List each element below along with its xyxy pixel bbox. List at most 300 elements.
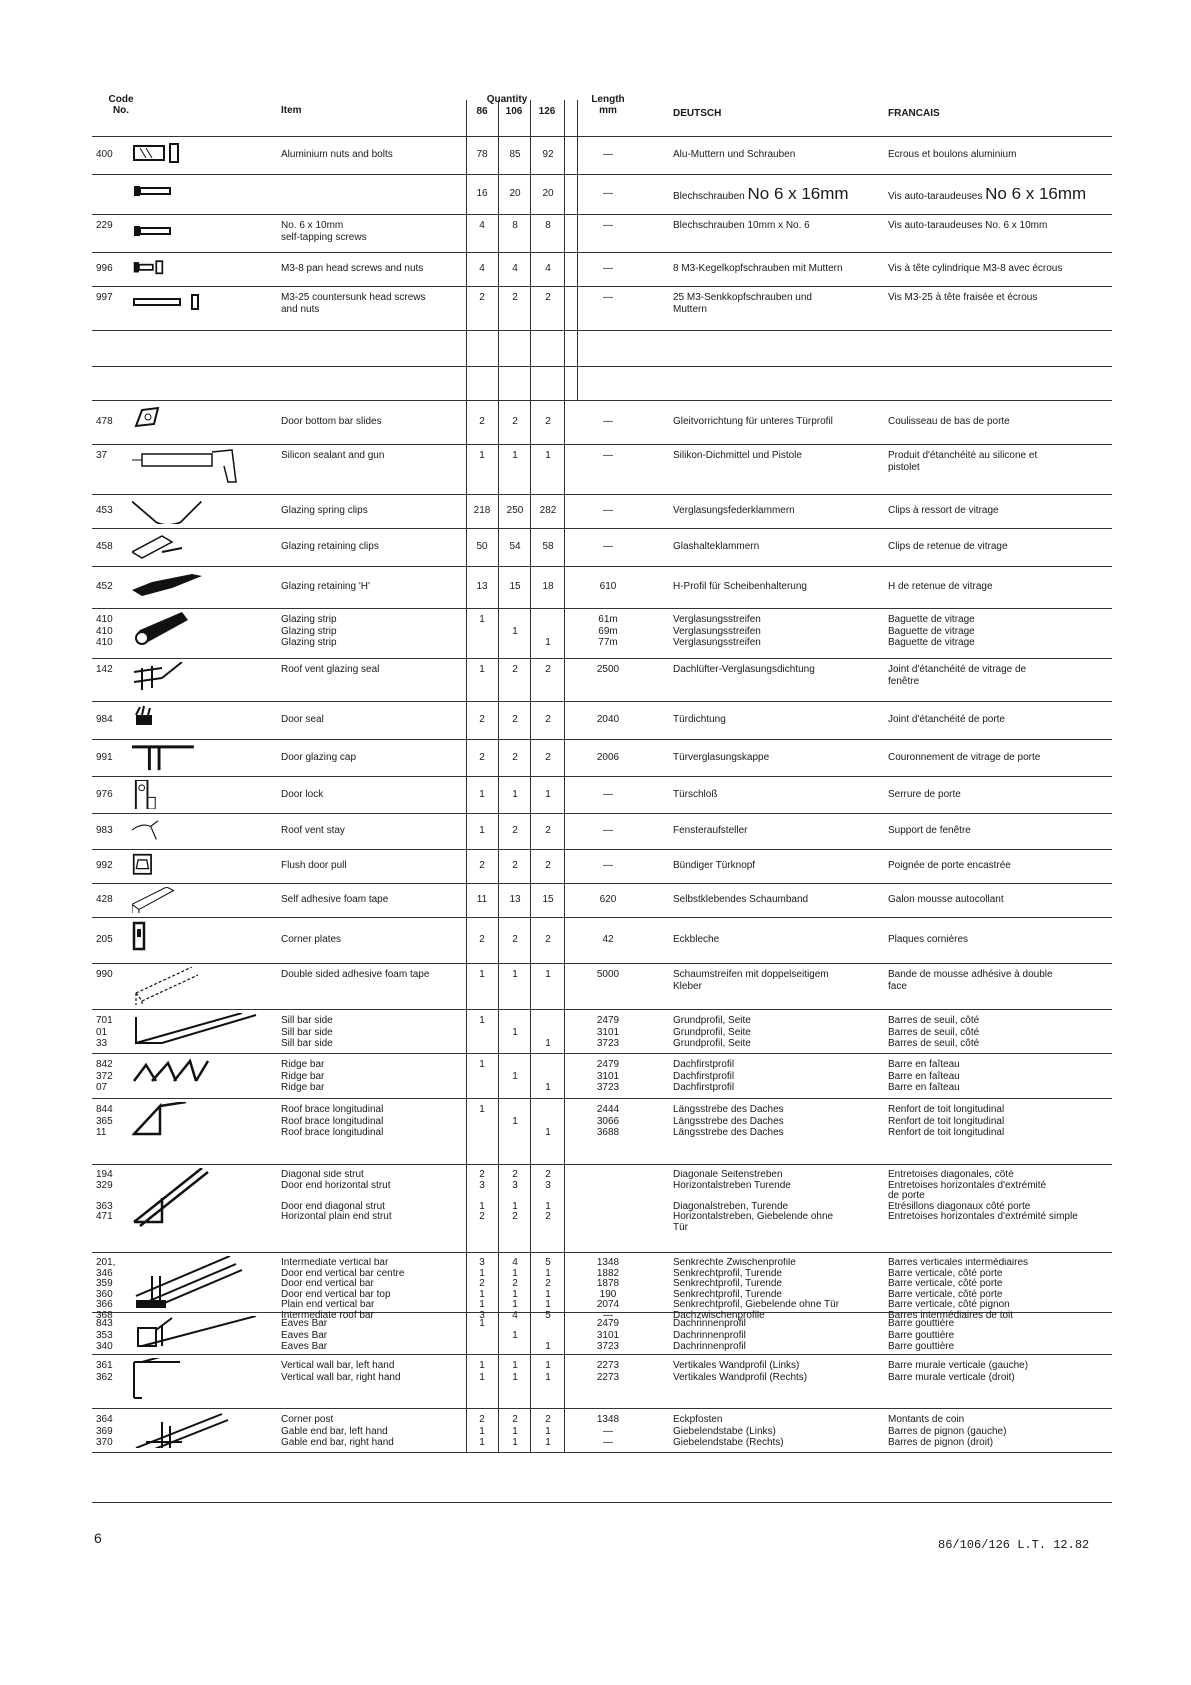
- code-number: 701 01 33: [96, 1015, 113, 1049]
- french-description: [888, 1414, 1114, 1449]
- french-description: [888, 860, 1114, 872]
- code-number: 229: [96, 220, 113, 231]
- quantity-86: 2 3 1 2: [479, 1170, 485, 1222]
- item-description: Self adhesive foam tape: [281, 894, 389, 905]
- glazing-strip-icon: [132, 612, 272, 654]
- french-description: [888, 541, 1114, 553]
- french-text: Montants de coin Barres de pignon (gauche) Barres de pignon (droit): [888, 1414, 1007, 1448]
- code-number: 458: [96, 541, 113, 552]
- quantity-126: 2: [545, 416, 551, 427]
- french-description: [888, 825, 1114, 837]
- french-text: Renfort de toit longitudinal Renfort de toit longitudinal Renfort de toit longitudinal: [888, 1104, 1005, 1138]
- code-number: 361 362: [96, 1360, 113, 1383]
- german-description: [673, 789, 885, 801]
- code-number: 992: [96, 860, 113, 871]
- nut-bolt-icon: [132, 140, 272, 170]
- quantity-126: 2: [545, 860, 551, 871]
- french-text: Produit d'étanchéité au silicone et pistolet: [888, 450, 1038, 473]
- quantity-126: 15: [542, 894, 554, 905]
- quantity-86: 1: [479, 1104, 485, 1115]
- french-description: [888, 934, 1114, 946]
- quantity-126: 1: [545, 450, 551, 461]
- quantity-106: 1: [512, 450, 518, 461]
- wall-bar-icon: [132, 1358, 272, 1404]
- length-mm: —: [603, 220, 613, 231]
- german-description: [673, 1015, 885, 1050]
- german-text: H-Profil für Scheibenhalterung: [673, 581, 807, 592]
- german-description: [673, 1414, 885, 1449]
- length-mm: 42: [602, 934, 614, 945]
- french-text: Barres de seuil, côté Barres de seuil, côté Barres de seuil, côté: [888, 1015, 980, 1049]
- code-number: 843 353 340: [96, 1318, 113, 1352]
- row-rule: [92, 963, 1112, 964]
- german-description: [673, 505, 885, 517]
- length-mm: —: [603, 450, 613, 461]
- quantity-106: 2: [512, 825, 518, 836]
- code-number: 410 410 410: [96, 614, 113, 648]
- french-text: Joint d'étanchéité de vitrage de fenêtre: [888, 664, 1027, 687]
- quantity-106: 85: [509, 149, 521, 160]
- length-mm: 2500: [596, 664, 620, 675]
- french-text: Barre en faîteau Barre en faîteau Barre en faîteau: [888, 1059, 960, 1093]
- german-text: Grundprofil, Seite Grundprofil, Seite Grundprofil, Seite: [673, 1015, 751, 1049]
- german-text: Diagonale Seitenstreben Horizontalstreben Turende Diagonalstreben, Turende Horizontalstreben, Giebelende ohne Tür: [673, 1170, 834, 1233]
- french-description: [888, 263, 1114, 275]
- glazing-cap-icon: [132, 743, 272, 772]
- french-description: [888, 450, 1114, 473]
- quantity-126: 2 1 1: [545, 1414, 551, 1448]
- french-description: [888, 894, 1114, 906]
- quantity-106: 2: [512, 934, 518, 945]
- length-mm: 2040: [596, 714, 620, 725]
- french-text: Bande de mousse adhésive à double face: [888, 969, 1053, 992]
- column-divider: [498, 100, 499, 1452]
- french-description: [888, 1104, 1114, 1139]
- german-text: Gleitvorrichtung für unteres Türprofil: [673, 416, 833, 427]
- french-description: [888, 752, 1114, 764]
- german-description: [673, 664, 885, 676]
- quantity-106: 1: [512, 625, 518, 637]
- roof-brace-icon: [132, 1102, 272, 1160]
- french-text: Joint d'étanchéité de porte: [888, 714, 1005, 725]
- quantity-126: 8: [545, 220, 551, 231]
- length-mm: —: [603, 188, 613, 199]
- german-description: [673, 860, 885, 872]
- german-description: [673, 1170, 885, 1233]
- quantity-126: 5 1 2 1 1 5: [545, 1258, 551, 1321]
- length-mm: —: [603, 416, 613, 427]
- retaining-clip-icon: [132, 532, 272, 562]
- quantity-126: 1: [545, 1082, 551, 1093]
- length-mm: —: [603, 263, 613, 274]
- quantity-126: 18: [542, 581, 554, 592]
- german-description: [673, 934, 885, 946]
- quantity-126: 58: [542, 541, 554, 552]
- length-mm: 2444 3066 3688: [596, 1104, 620, 1138]
- french-text: Vis auto-taraudeuses No. 6 x 10mm: [888, 220, 1048, 231]
- item-description: Diagonal side strut Door end horizontal strut Door end diagonal strut Horizontal plain end strut: [281, 1170, 392, 1222]
- quantity-106: 1: [512, 1115, 518, 1127]
- french-size: No 6 x 16mm: [985, 188, 1087, 203]
- item-description: Door lock: [281, 789, 324, 800]
- length-mm: 2479 3101 3723: [596, 1059, 620, 1093]
- german-text: Dachfirstprofil Dachfirstprofil Dachfirstprofil: [673, 1059, 735, 1093]
- code-number: 452: [96, 581, 113, 592]
- row-rule: [92, 1252, 1112, 1253]
- item-description: Ridge bar Ridge bar Ridge bar: [281, 1059, 325, 1093]
- length-mm: —: [603, 860, 613, 871]
- code-number: 142: [96, 664, 113, 675]
- header-q86: 86: [476, 106, 488, 117]
- row-rule: [92, 739, 1112, 740]
- french-description: [888, 1360, 1114, 1383]
- row-rule: [92, 1098, 1112, 1099]
- quantity-86: 2 1 1: [479, 1414, 485, 1448]
- door-pull-icon: [132, 853, 272, 879]
- quantity-106: 4: [512, 263, 518, 274]
- row-rule: [92, 1164, 1112, 1165]
- code-number: 428: [96, 894, 113, 905]
- german-description: [673, 292, 885, 315]
- german-description: [673, 416, 885, 428]
- french-description: [888, 416, 1114, 428]
- quantity-86: 3 1 2 1 1 3: [479, 1258, 485, 1321]
- quantity-126: 4: [545, 263, 551, 274]
- quantity-126: 1: [545, 1127, 551, 1138]
- row-rule: [92, 330, 1112, 331]
- corner-post-icon: [132, 1412, 272, 1448]
- german-description: [673, 541, 885, 553]
- strut-icon: [132, 1168, 272, 1248]
- quantity-126: 1: [545, 1341, 551, 1352]
- quantity-126: 2 3 1 2: [545, 1170, 551, 1222]
- code-number: 997: [96, 292, 113, 303]
- german-text: Türdichtung: [673, 714, 726, 725]
- code-number: 844 365 11: [96, 1104, 113, 1138]
- german-text: Längsstrebe des Daches Längsstrebe des Daches Längsstrebe des Daches: [673, 1104, 784, 1138]
- german-description: [673, 894, 885, 906]
- quantity-106: 2: [512, 664, 518, 675]
- item-description: Glazing strip Glazing strip Glazing strip: [281, 614, 337, 648]
- french-text: Clips à ressort de vitrage: [888, 505, 999, 516]
- german-size: No 6 x 16mm: [747, 188, 849, 203]
- quantity-106: 2: [512, 714, 518, 725]
- quantity-86: 11: [476, 894, 488, 905]
- double-tape-icon: [132, 967, 272, 1005]
- header-quantity: Quantity: [486, 94, 528, 105]
- french-text: Vis auto-taraudeuses: [888, 191, 983, 202]
- german-text: Blechschrauben: [673, 191, 745, 202]
- row-rule: [92, 917, 1112, 918]
- quantity-106: 2 3 1 2: [512, 1170, 518, 1222]
- row-rule: [92, 1354, 1112, 1355]
- french-description: [888, 1258, 1114, 1321]
- length-mm: 1348 1882 1878 190 2074 —: [596, 1258, 620, 1321]
- item-description: Eaves Bar Eaves Bar Eaves Bar: [281, 1318, 328, 1352]
- length-mm: —: [603, 541, 613, 552]
- german-text: 8 M3-Kegelkopfschrauben mit Muttern: [673, 263, 843, 274]
- row-rule: [92, 174, 1112, 175]
- german-text: Dachlüfter-Verglasungsdichtung: [673, 664, 815, 675]
- page-number: 6: [94, 1530, 102, 1546]
- length-mm: 61m 69m 77m: [598, 614, 618, 648]
- code-number: 364 369 370: [96, 1414, 113, 1448]
- code-number: 990: [96, 969, 113, 980]
- screw-icon: [132, 218, 272, 248]
- pan-screw-icon: [132, 256, 272, 282]
- quantity-126: 2: [545, 714, 551, 725]
- quantity-126: 2: [545, 825, 551, 836]
- german-description: [673, 825, 885, 837]
- german-description: [673, 969, 885, 992]
- german-text: Dachrinnenprofil Dachrinnenprofil Dachrinnenprofil: [673, 1318, 746, 1352]
- quantity-126: 282: [539, 505, 557, 516]
- column-divider: [577, 100, 578, 400]
- quantity-126: 1: [545, 1038, 551, 1049]
- german-description: [673, 220, 885, 232]
- french-description: [888, 1015, 1114, 1050]
- french-text: Galon mousse autocollant: [888, 894, 1004, 905]
- french-description: [888, 292, 1114, 304]
- length-mm: 2479 3101 3723: [596, 1318, 620, 1352]
- row-rule: [92, 1502, 1112, 1503]
- row-rule: [92, 286, 1112, 287]
- french-text: Barres verticales intermédiaires Barre verticale, côté porte Barre verticale, côté porte Barre verticale, côté porte Barre verticale, côté pignon Barres intermédiaires de toit: [888, 1258, 1029, 1321]
- german-text: Selbstklebendes Schaumband: [673, 894, 809, 905]
- quantity-106: 20: [509, 188, 521, 199]
- quantity-86: 1: [479, 969, 485, 980]
- quantity-86: 1: [479, 450, 485, 461]
- row-rule: [92, 608, 1112, 609]
- french-text: Couronnement de vitrage de porte: [888, 752, 1041, 763]
- row-rule: [92, 566, 1112, 567]
- french-description: [888, 714, 1114, 726]
- quantity-126: 1: [545, 637, 551, 648]
- lock-icon: [132, 780, 272, 809]
- row-rule: [92, 883, 1112, 884]
- row-rule: [92, 701, 1112, 702]
- quantity-86: 2: [479, 752, 485, 763]
- length-mm: —: [603, 825, 613, 836]
- item-description: Roof vent stay: [281, 825, 345, 836]
- quantity-126: 1: [545, 969, 551, 980]
- length-mm: —: [603, 789, 613, 800]
- row-rule: [92, 1452, 1112, 1453]
- quantity-106: 2: [512, 752, 518, 763]
- column-divider: [564, 100, 565, 1452]
- h-profile-icon: [132, 570, 272, 604]
- german-text: Fensteraufsteller: [673, 825, 748, 836]
- quantity-106: 8: [512, 220, 518, 231]
- row-rule: [92, 494, 1112, 495]
- item-description: Silicon sealant and gun: [281, 450, 385, 461]
- row-rule: [92, 444, 1112, 445]
- quantity-86: 2: [479, 714, 485, 725]
- item-description: Corner post Gable end bar, left hand Gable end bar, right hand: [281, 1414, 394, 1448]
- quantity-106: 1: [512, 789, 518, 800]
- item-description: No. 6 x 10mm self-tapping screws: [281, 220, 367, 243]
- quantity-106: 2 1 1: [512, 1414, 518, 1448]
- german-text: Bündiger Türknopf: [673, 860, 756, 871]
- header-length: Length mm: [591, 94, 625, 116]
- quantity-86: 1: [479, 664, 485, 675]
- header-francais: FRANCAIS: [888, 108, 940, 119]
- german-description: [673, 1318, 885, 1353]
- eaves-bar-icon: [132, 1316, 272, 1350]
- code-number: 991: [96, 752, 113, 763]
- german-description: [673, 1258, 885, 1321]
- german-text: Verglasungsstreifen Verglasungsstreifen Verglasungsstreifen: [673, 614, 761, 648]
- french-description: [888, 614, 1114, 649]
- french-description: [888, 188, 1114, 203]
- quantity-86: 218: [473, 505, 491, 516]
- item-description: Flush door pull: [281, 860, 347, 871]
- french-description: [888, 505, 1114, 517]
- german-text: Alu-Muttern und Schrauben: [673, 149, 796, 160]
- french-text: Ecrous et boulons aluminium: [888, 149, 1017, 160]
- german-description: [673, 614, 885, 649]
- german-text: Glashalteklammern: [673, 541, 760, 552]
- german-description: [673, 714, 885, 726]
- german-text: 25 M3-Senkkopfschrauben und Muttern: [673, 292, 812, 315]
- vertical-bar-icon: [132, 1256, 272, 1308]
- quantity-106: 1: [512, 1329, 518, 1341]
- quantity-106: 15: [509, 581, 521, 592]
- sill-bar-icon: [132, 1013, 272, 1049]
- quantity-126: 20: [542, 188, 554, 199]
- german-text: Eckbleche: [673, 934, 720, 945]
- length-mm: 5000: [596, 969, 620, 980]
- german-description: [673, 450, 885, 462]
- quantity-106: 2: [512, 292, 518, 303]
- header-q126: 126: [538, 106, 556, 117]
- vent-stay-icon: [132, 817, 272, 845]
- quantity-86: 1: [479, 1015, 485, 1026]
- item-description: Door seal: [281, 714, 324, 725]
- code-number: 984: [96, 714, 113, 725]
- row-rule: [92, 1053, 1112, 1054]
- length-mm: 2479 3101 3723: [596, 1015, 620, 1049]
- item-description: M3-25 countersunk head screws and nuts: [281, 292, 426, 315]
- document-reference: 86/106/126 L.T. 12.82: [938, 1538, 1090, 1552]
- quantity-86: 16: [476, 188, 488, 199]
- code-number: 194 329 363 471: [96, 1170, 113, 1222]
- quantity-86: 13: [476, 581, 488, 592]
- length-mm: —: [603, 505, 613, 516]
- length-mm: 2006: [596, 752, 620, 763]
- quantity-106: 2: [512, 860, 518, 871]
- german-description: [673, 1360, 885, 1383]
- code-number: 205: [96, 934, 113, 945]
- code-number: 453: [96, 505, 113, 516]
- german-description: [673, 149, 885, 161]
- row-rule: [92, 214, 1112, 215]
- german-text: Vertikales Wandprofil (Links) Vertikales Wandprofil (Rechts): [673, 1360, 808, 1383]
- quantity-126: 1 1: [545, 1360, 551, 1383]
- french-text: Serrure de porte: [888, 789, 961, 800]
- french-description: [888, 1170, 1114, 1223]
- item-description: Roof vent glazing seal: [281, 664, 380, 675]
- german-description: [673, 752, 885, 764]
- code-number: 996: [96, 263, 113, 274]
- header-q106: 106: [505, 106, 523, 117]
- item-description: Sill bar side Sill bar side Sill bar side: [281, 1015, 333, 1049]
- quantity-106: 1: [512, 1070, 518, 1082]
- german-text: Eckpfosten Giebelendstabe (Links) Giebelendstabe (Rechts): [673, 1414, 784, 1448]
- item-description: Corner plates: [281, 934, 342, 945]
- length-mm: 2273 2273: [596, 1360, 620, 1383]
- brush-seal-icon: [132, 705, 272, 735]
- spring-clip-icon: [132, 498, 272, 524]
- header-item: Item: [281, 105, 302, 116]
- length-mm: —: [603, 149, 613, 160]
- french-text: Support de fenêtre: [888, 825, 971, 836]
- quantity-106: 1: [512, 1026, 518, 1038]
- quantity-126: 1: [545, 789, 551, 800]
- item-description: Door bottom bar slides: [281, 416, 382, 427]
- quantity-106: 54: [509, 541, 521, 552]
- quantity-106: 13: [509, 894, 521, 905]
- french-text: Vis M3-25 à tête fraisée et écrous: [888, 292, 1038, 303]
- quantity-86: 4: [479, 220, 485, 231]
- quantity-126: 2: [545, 934, 551, 945]
- quantity-86: 1: [479, 614, 485, 625]
- item-description: Vertical wall bar, left hand Vertical wall bar, right hand: [281, 1360, 401, 1383]
- code-number: 983: [96, 825, 113, 836]
- quantity-86: 2: [479, 934, 485, 945]
- row-rule: [92, 1408, 1112, 1409]
- german-text: Senkrechte Zwischenprofile Senkrechtprofil, Turende Senkrechtprofil, Turende Senkrechtprofil, Turende Senkrechtprofil, Giebelende ohne Tür Dachzwischenprofile: [673, 1258, 840, 1321]
- french-description: [888, 664, 1114, 687]
- item-description: Door glazing cap: [281, 752, 357, 763]
- quantity-86: 2: [479, 860, 485, 871]
- quantity-126: 2: [545, 664, 551, 675]
- item-description: Glazing spring clips: [281, 505, 368, 516]
- quantity-126: 92: [542, 149, 554, 160]
- french-description: [888, 789, 1114, 801]
- german-description: [673, 188, 885, 203]
- row-rule: [92, 528, 1112, 529]
- row-rule: [92, 366, 1112, 367]
- german-description: [673, 263, 885, 275]
- code-number: 37: [96, 450, 108, 461]
- quantity-86: 50: [476, 541, 488, 552]
- quantity-106: 2: [512, 416, 518, 427]
- quantity-86: 1: [479, 1059, 485, 1070]
- quantity-86: 78: [476, 149, 488, 160]
- german-text: Türverglasungskappe: [673, 752, 770, 763]
- french-description: [888, 220, 1114, 232]
- header-deutsch: DEUTSCH: [673, 108, 722, 119]
- quantity-86: 1: [479, 825, 485, 836]
- row-rule: [92, 776, 1112, 777]
- column-divider: [530, 100, 531, 1452]
- code-number: 976: [96, 789, 113, 800]
- corner-plate-icon: [132, 921, 272, 959]
- countersunk-screw-icon: [132, 290, 272, 326]
- german-text: Schaumstreifen mit doppelseitigem Kleber: [673, 969, 829, 992]
- row-rule: [92, 400, 1112, 401]
- row-rule: [92, 658, 1112, 659]
- item-description: Intermediate vertical bar Door end vertical bar centre Door end vertical bar Door end vertical bar top Plain end vertical bar Intermediate roof bar: [281, 1258, 405, 1321]
- length-mm: —: [603, 292, 613, 303]
- french-description: [888, 581, 1114, 593]
- french-text: Entretoises diagonales, côté Entretoises horizontales d'extrémité de porte Etrésillons diagonaux côté porte Entretoises horizontales d'extrémité simple: [888, 1170, 1078, 1222]
- vent-seal-icon: [132, 662, 272, 697]
- ridge-bar-icon: [132, 1057, 272, 1094]
- french-text: Vis à tête cylindrique M3-8 avec écrous: [888, 263, 1063, 274]
- german-description: [673, 1104, 885, 1139]
